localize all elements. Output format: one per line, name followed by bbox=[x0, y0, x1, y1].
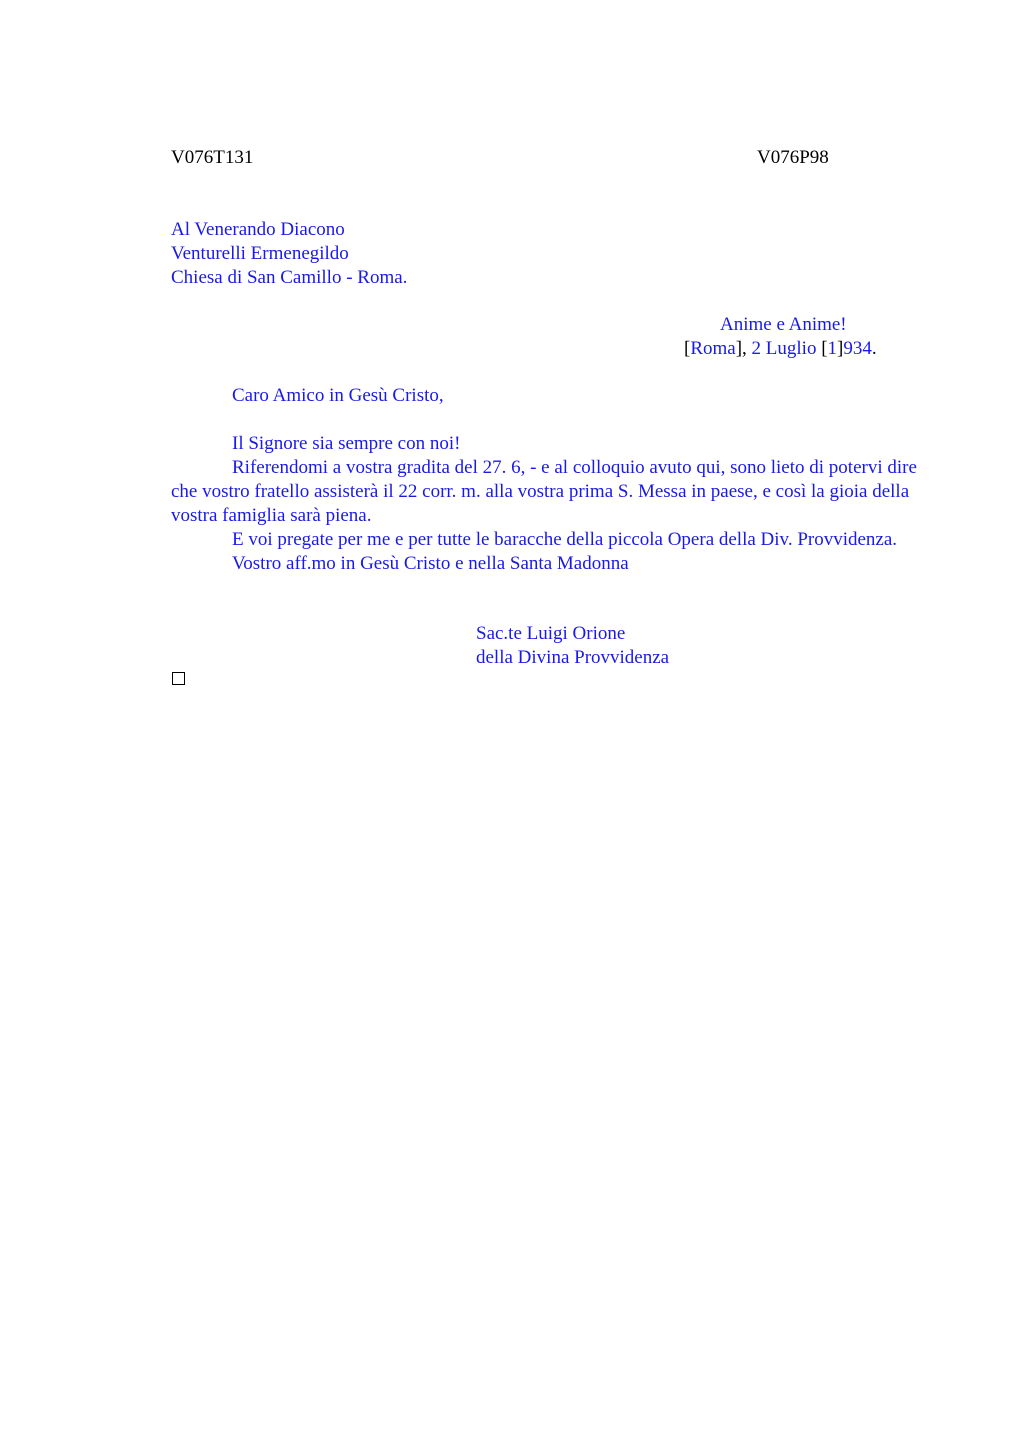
dateline-day-month: 2 Luglio bbox=[751, 338, 817, 359]
dateline-separator: , bbox=[742, 338, 752, 359]
letter-body bbox=[171, 384, 931, 576]
signature-line-2: della Divina Provvidenza bbox=[476, 647, 670, 668]
end-marker-box-icon bbox=[172, 672, 185, 685]
address-line-3: Chiesa di San Camillo - Roma. bbox=[171, 267, 408, 288]
dateline-century: 1 bbox=[827, 338, 838, 359]
paragraph-1: Riferendomi a vostra gradita del 27. 6, - e al colloquio avuto qui, sono lieto di potervi dire che vostro fratello assisterà il 22 corr. m. alla vostra prima S. Messa in paese, e così la gioia della vostra famiglia sarà piena. bbox=[171, 457, 917, 526]
dateline-place: Roma bbox=[690, 338, 736, 359]
address-line-2: Venturelli Ermenegildo bbox=[171, 243, 349, 264]
recipient-address bbox=[171, 218, 407, 290]
dateline-year-bracket-close: ] bbox=[837, 338, 844, 359]
address-line-1: Al Venerando Diacono bbox=[171, 219, 345, 240]
signature-block bbox=[476, 622, 669, 670]
motto: Anime e Anime! bbox=[720, 314, 847, 335]
dateline-period: . bbox=[871, 338, 877, 359]
dateline-year: 934 bbox=[843, 338, 872, 359]
dateline bbox=[684, 337, 877, 361]
paragraph-2: E voi pregate per me e per tutte le baracche della piccola Opera della Div. Provvidenza. bbox=[232, 529, 898, 550]
dateline-year-bracket-open: [ bbox=[821, 338, 828, 359]
greeting: Il Signore sia sempre con noi! bbox=[232, 433, 461, 454]
dateline-bracket-open: [ bbox=[684, 338, 691, 359]
document-code-left: V076T131 bbox=[171, 147, 254, 168]
closing: Vostro aff.mo in Gesù Cristo e nella Santa Madonna bbox=[232, 553, 629, 574]
dateline-bracket-close: ] bbox=[735, 338, 743, 359]
spacer bbox=[171, 408, 931, 432]
document-code-right: V076P98 bbox=[757, 147, 829, 168]
salutation: Caro Amico in Gesù Cristo, bbox=[232, 385, 444, 406]
signature-line-1: Sac.te Luigi Orione bbox=[476, 623, 626, 644]
